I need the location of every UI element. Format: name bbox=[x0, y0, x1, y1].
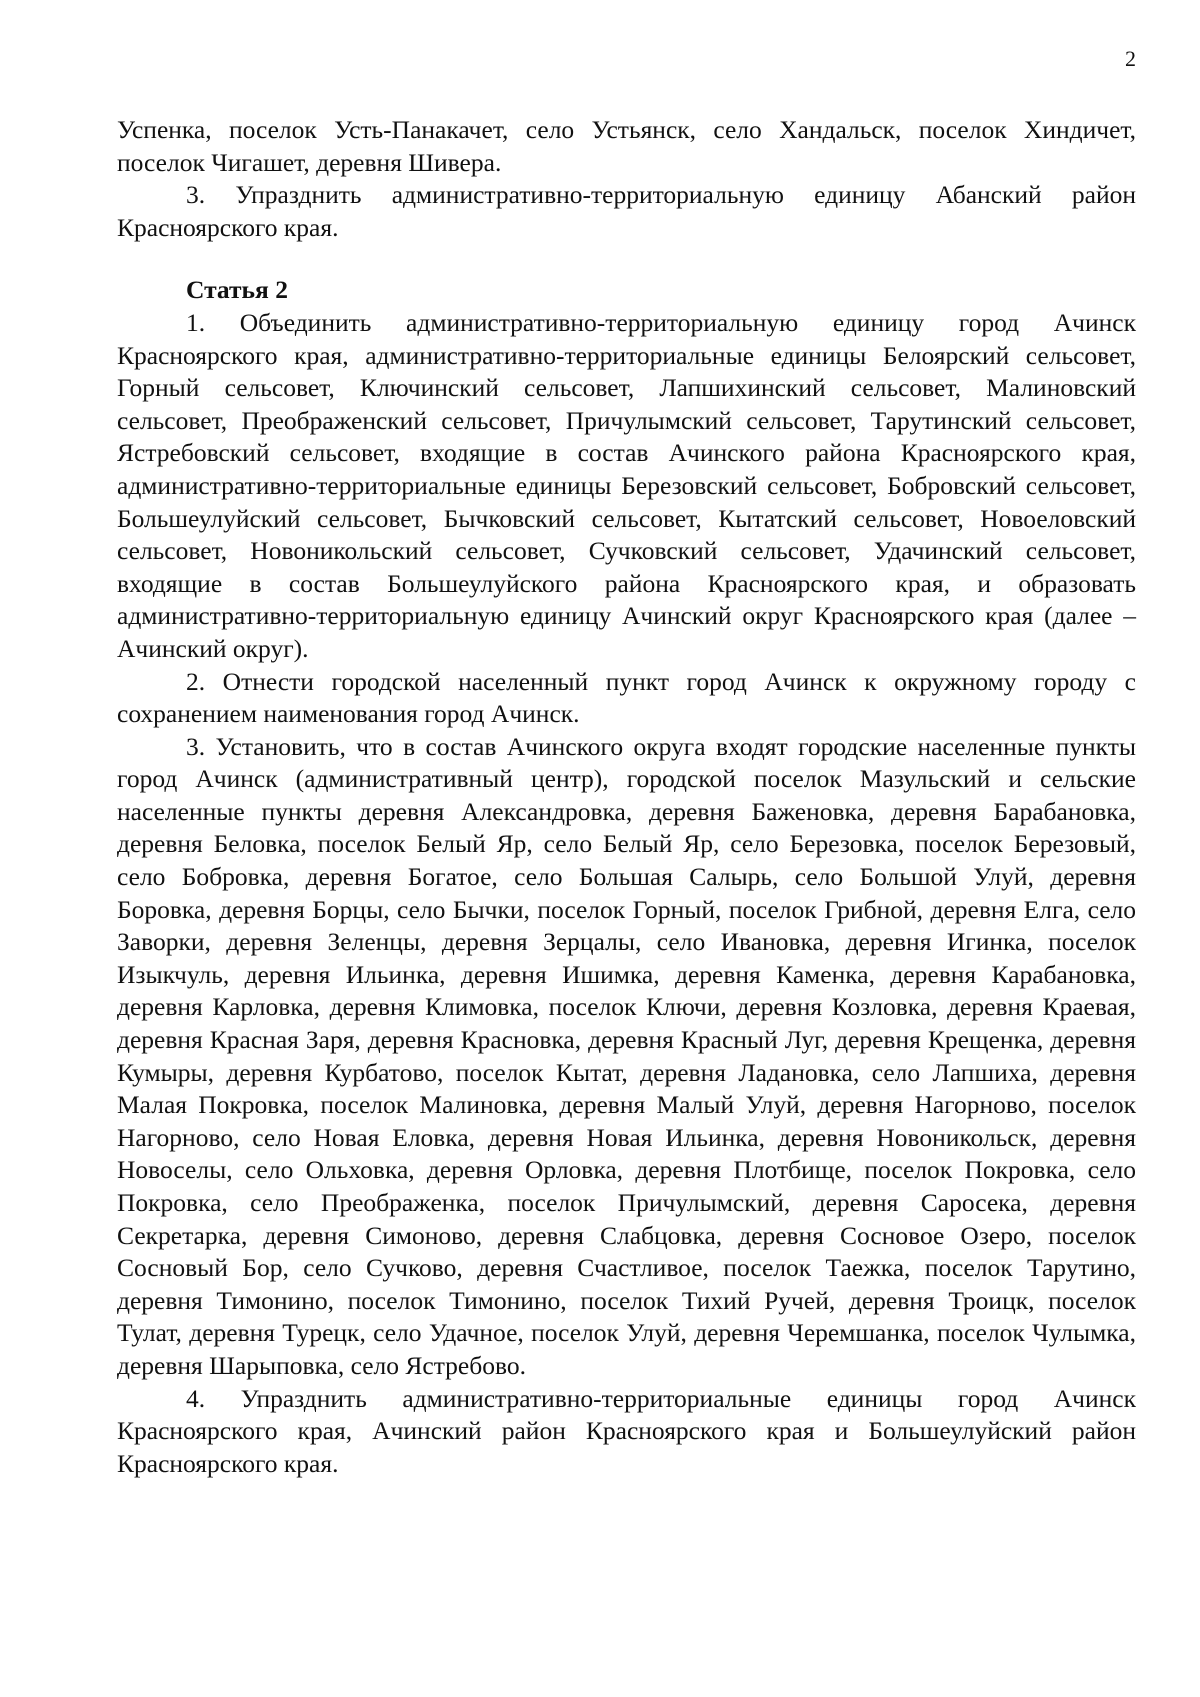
article-2-clause-1: 1. Объединить административно-территориальную единицу город Ачинск Красноярского края, административно-территориальные единицы Белоярский сельсовет, Горный сельсовет, Ключинский сельсовет, Лапшихинский сельсовет, Малиновский сельсовет, Преображенский сельсовет, Причулымский сельсовет, Тарутинский сельсовет, Ястребовский сельсовет, входящие в состав Ачинского района Красноярского края, административно-территориальные единицы Березовский сельсовет, Бобровский сельсовет, Большеулуйский сельсовет, Бычковский сельсовет, Кытатский сельсовет, Новоеловский сельсовет, Новоникольский сельсовет, Сучковский сельсовет, Удачинский сельсовет, входящие в состав Большеулуйского района Красноярского края, и образовать административно-территориальную единицу Ачинский округ Красноярского края (далее – Ачинский округ). bbox=[117, 307, 1136, 663]
article-2-heading: Статья 2 bbox=[186, 275, 288, 305]
article-2-clause-4: 4. Упразднить административно-территориальные единицы город Ачинск Красноярского края, Ачинский район Красноярского края и Большеулуйский район Красноярского края. bbox=[117, 1383, 1136, 1478]
article-2-clause-3: 3. Установить, что в состав Ачинского округа входят городские населенные пункты город Ачинск (административный центр), городской поселок Мазульский и сельские населенные пункты деревня Александровка, деревня Баженовка, деревня Барабановка, деревня Беловка, поселок Белый Яр, село Белый Яр, село Березовка, поселок Березовый, село Бобровка, деревня Богатое, село Большая Салырь, село Большой Улуй, деревня Боровка, деревня Борцы, село Бычки, поселок Горный, поселок Грибной, деревня Елга, село Заворки, деревня Зеленцы, деревня Зерцалы, село Ивановка, деревня Игинка, поселок Изыкчуль, деревня Ильинка, деревня Ишимка, деревня Каменка, деревня Карабановка, деревня Карловка, деревня Климовка, поселок Ключи, деревня Козловка, деревня Краевая, деревня Красная Заря, деревня Красновка, деревня Красный Луг, деревня Крещенка, деревня Кумыры, деревня Курбатово, поселок Кытат, деревня Ладановка, село Лапшиха, деревня Малая Покровка, поселок Малиновка, деревня Малый Улуй, деревня Нагорново, поселок Нагорново, село Новая Еловка, деревня Новая Ильинка, деревня Новоникольск, деревня Новоселы, село Ольховка, деревня Орловка, деревня Плотбище, поселок Покровка, село Покровка, село Преображенка, поселок Причулымский, деревня Саросека, деревня Секретарка, деревня Симоново, деревня Слабцовка, деревня Сосновое Озеро, поселок Сосновый Бор, село Сучково, деревня Счастливое, поселок Таежка, поселок Тарутино, деревня Тимонино, поселок Тимонино, поселок Тихий Ручей, деревня Троицк, поселок Тулат, деревня Турецк, село Удачное, поселок Улуй, деревня Черемшанка, поселок Чулымка, деревня Шарыповка, село Ястребово. bbox=[117, 731, 1136, 1380]
continued-paragraph: Успенка, поселок Усть-Панакачет, село Устьянск, село Хандальск, поселок Хиндичет, поселок Чигашет, деревня Шивера. bbox=[117, 115, 1136, 177]
article-1-clause-3: 3. Упразднить административно-территориальную единицу Абанский район Красноярского края. bbox=[117, 180, 1136, 242]
page-number: 2 bbox=[1125, 46, 1136, 71]
article-2-clause-2: 2. Отнести городской населенный пункт город Ачинск к окружному городу с сохранением наименования город Ачинск. bbox=[117, 666, 1136, 729]
document-body bbox=[117, 114, 1136, 1480]
